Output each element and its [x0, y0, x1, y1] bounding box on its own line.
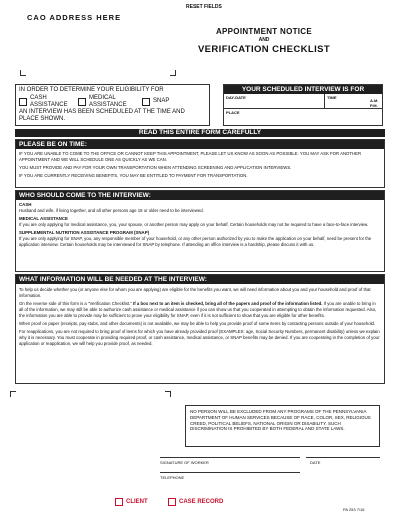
cash-assistance-checkbox[interactable]: [19, 98, 27, 106]
window-corner-mark: [10, 391, 16, 397]
nondiscrimination-notice: NO PERSON WILL BE EXCLUDED FROM ANY PROGRAMS OF THE PENNSYLVANIA DEPARTMENT OF HUMAN SERVICES BECAUSE OF RACE, COLOR, SEX, RELIGIOUS CREED, POLITICAL BELIEFS, NATIONAL ORIGIN OR DISABILITY. SUCH DISCRIMINATION IS PROHIBITED BY BOTH FEDERAL AND STATE LAWS.: [185, 405, 380, 447]
address-corner-mark: [20, 70, 26, 76]
medical-text: If you are only applying for medical assistance, you, your spouse, or another person may apply on your behalf. Certain households may not be required to have a face-to-face interview.: [19, 221, 369, 227]
who-section: [15, 190, 385, 272]
am-label: A.M.: [370, 98, 379, 103]
info-p2-b: If a box next to an item is checked, bring all of the papers and proof of the information listed.: [133, 301, 323, 307]
scheduled-interview-header: YOUR SCHEDULED INTERVIEW IS FOR: [224, 85, 382, 94]
place-label: PLACE: [226, 110, 240, 115]
signature-line[interactable]: [160, 457, 300, 458]
divider: [324, 94, 325, 108]
title-appointment-notice: APPOINTMENT NOTICE: [215, 27, 313, 36]
option-medical-assistance[interactable]: [78, 95, 134, 108]
cash-title: CASH: [19, 202, 32, 207]
snap-title: SUPPLEMENTAL NUTRITION ASSISTANCE PROGRAM (SNAP): [19, 230, 150, 236]
scheduled-interview-box: [223, 84, 383, 126]
day-date-label: DAY-DATE: [226, 95, 246, 100]
date-line[interactable]: [306, 457, 380, 458]
on-time-section: [15, 139, 385, 188]
client-label: CLIENT: [126, 499, 148, 505]
snap-text: If you are only applying for SNAP, you, any responsible member of your household, or any other person authorized by you to make the application on your behalf, need be present for the application interview. Certain households may be interviewed for SNAP by telephone. If attending an office interview is a hardship, please discuss it with us.: [19, 235, 372, 247]
form-number: PA 253 7/16: [343, 507, 365, 512]
on-time-paragraph: IF YOU ARE CURRENTLY RECEIVING BENEFITS, YOU MAY BE ENTITLED TO PAYMENT FOR TRANSPORTATION.: [19, 173, 248, 179]
snap-label: SNAP: [153, 98, 170, 105]
case-record-copy[interactable]: [168, 498, 223, 506]
case-record-label: CASE RECORD: [179, 499, 224, 505]
snap-checkbox[interactable]: [142, 98, 150, 106]
title-verification-checklist: VERIFICATION CHECKLIST: [197, 44, 331, 55]
medical-assistance-checkbox[interactable]: [78, 98, 86, 106]
window-corner-mark: [165, 391, 171, 397]
time-label: TIME: [327, 95, 337, 100]
cash-assistance-label: CASH ASSISTANCE: [30, 95, 68, 108]
date-label: DATE: [310, 460, 321, 465]
on-time-heading: PLEASE BE ON TIME:: [16, 140, 384, 149]
info-paragraph: For reapplications, you are not required to bring proof of items for which you have already provided proof (EXAMPLES: age, Social Security Numbers, permanent disability) unless we explain why it is necessary. You must cooperate in providing required proof, or cash assistance, medical assistance, or SNAP benefits may be denied. If you are cooperating in the completion of your application or reapplication, we will help you provide proof, as needed.: [19, 329, 380, 346]
client-checkbox[interactable]: [115, 498, 123, 506]
title-and: AND: [258, 37, 270, 43]
eligibility-intro: IN ORDER TO DETERMINE YOUR ELIGIBILITY FOR: [19, 87, 164, 93]
info-paragraph: When proof on paper (receipts, pay stubs, and other documents) is not available, we may be able to help you provide proof of some items by contacting persons outside of your household.: [19, 320, 376, 326]
info-paragraph-checklist: [19, 301, 381, 318]
medical-title: MEDICAL ASSISTANCE: [19, 216, 68, 222]
info-p2-a: On the reverse side of this form is a "Verification Checklist.": [19, 301, 134, 307]
client-copy[interactable]: [115, 498, 148, 506]
option-snap[interactable]: [142, 98, 169, 106]
eligibility-footer: AN INTERVIEW HAS BEEN SCHEDULED AT THE TIME AND PLACE SHOWN.: [19, 109, 185, 122]
telephone-line[interactable]: [160, 472, 300, 473]
case-record-checkbox[interactable]: [168, 498, 176, 506]
info-p2-c: If you are unable to bring in all of the information, we may still be able to authorize cash assistance or medical assistance if you can show us that you cooperated in attempting to obtain the information requested. Also, the information you are able to provide may be sufficient to prove your eligibility for SNAP, even if it is not sufficient to show that you are eligible for other benefits.: [19, 301, 377, 318]
read-form-banner: READ THIS ENTIRE FORM CAREFULLY: [15, 129, 385, 137]
on-time-paragraph: YOU MUST PROVIDE AND PAY FOR YOUR OWN TRANSPORTATION WHEN ATTENDING SCREENING AND APPLICATION INTERVIEWS.: [19, 165, 292, 171]
who-heading: WHO SHOULD COME TO THE INTERVIEW:: [16, 191, 384, 200]
info-heading: WHAT INFORMATION WILL BE NEEDED AT THE INTERVIEW:: [16, 275, 384, 284]
info-section: [15, 274, 385, 384]
cao-address: CAO ADDRESS HERE: [27, 13, 122, 22]
cash-text: Husband and wife, if living together, and all other persons age 18 or older need to be interviewed.: [19, 207, 204, 213]
pm-label: P.M.: [370, 103, 378, 108]
signature-of-worker-label: SIGNATURE OF WORKER: [160, 460, 209, 465]
telephone-label: TELEPHONE: [160, 475, 185, 480]
medical-assistance-label: MEDICAL ASSISTANCE: [89, 95, 127, 108]
reset-fields-button[interactable]: RESET FIELDS: [186, 4, 222, 10]
address-corner-mark: [170, 70, 176, 76]
eligibility-options: [19, 95, 206, 108]
eligibility-box: [15, 84, 210, 126]
option-cash-assistance[interactable]: [19, 95, 70, 108]
on-time-paragraph: IF YOU ARE UNABLE TO COME TO THE OFFICE OR CANNOT KEEP THIS APPOINTMENT, PLEASE LET US KNOW AS SOON AS POSSIBLE. YOU MAY ASK FOR ANOTHER APPOINTMENT AND WE WILL SCHEDULE ONE AS QUICKLY AS WE CAN.: [19, 151, 362, 162]
info-paragraph: To help us decide whether you (or anyone else for whom you are applying) are eligible for the benefits you want, we will need information about you and your household and proof of that information.: [19, 287, 371, 298]
day-time-row: [224, 94, 382, 109]
